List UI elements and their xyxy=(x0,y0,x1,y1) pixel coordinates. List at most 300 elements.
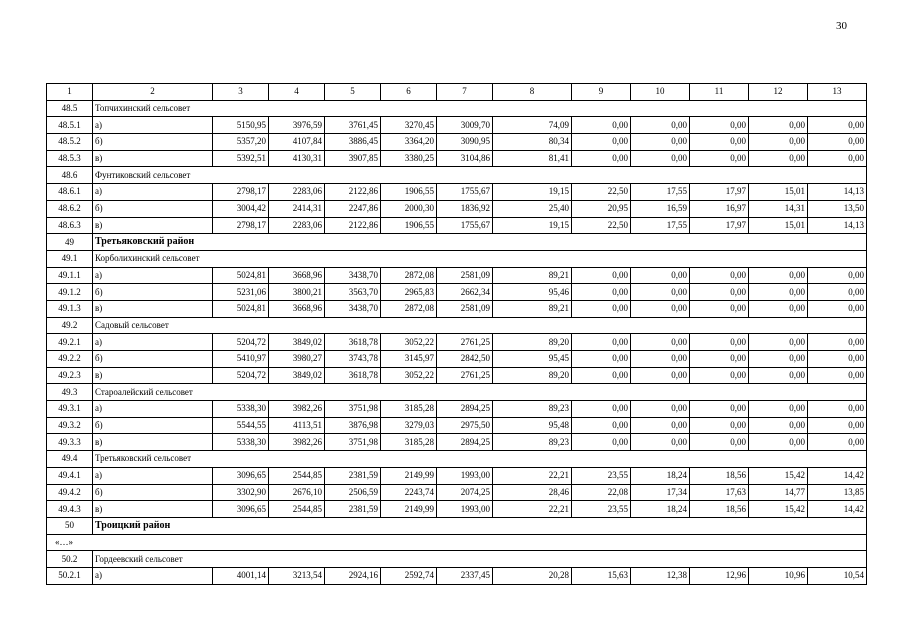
value-cell: 3800,21 xyxy=(269,284,325,301)
district-row xyxy=(47,234,867,251)
table-row xyxy=(47,150,867,167)
section-title: Корболихинский сельсовет xyxy=(93,250,867,267)
section-row xyxy=(47,317,867,334)
value-cell: 5338,30 xyxy=(213,401,269,418)
value-cell: 80,34 xyxy=(493,134,572,151)
value-cell: 0,00 xyxy=(572,150,631,167)
value-cell: 20,28 xyxy=(493,567,572,584)
value-cell: 18,24 xyxy=(631,501,690,518)
value-cell: 5544,55 xyxy=(213,417,269,434)
value-cell: 13,50 xyxy=(808,200,867,217)
row-code: 49.1.2 xyxy=(47,284,93,301)
value-cell: 2414,31 xyxy=(269,200,325,217)
value-cell: 4113,51 xyxy=(269,417,325,434)
value-cell: 0,00 xyxy=(808,434,867,451)
value-cell: 5392,51 xyxy=(213,150,269,167)
value-cell: 0,00 xyxy=(572,367,631,384)
row-code: 49.3 xyxy=(47,384,93,401)
section-row xyxy=(47,250,867,267)
value-cell: 2662,34 xyxy=(437,284,493,301)
value-cell: 0,00 xyxy=(631,150,690,167)
page-number: 30 xyxy=(836,20,847,32)
value-cell: 0,00 xyxy=(631,284,690,301)
value-cell: 3096,65 xyxy=(213,501,269,518)
value-cell: 3982,26 xyxy=(269,434,325,451)
section-row xyxy=(47,167,867,184)
value-cell: 0,00 xyxy=(690,351,749,368)
column-header: 3 xyxy=(213,84,269,101)
row-code: 49.4.1 xyxy=(47,467,93,484)
value-cell: 3886,45 xyxy=(325,134,381,151)
value-cell: 5024,81 xyxy=(213,300,269,317)
column-header: 13 xyxy=(808,84,867,101)
value-cell: 0,00 xyxy=(808,284,867,301)
value-cell: 14,13 xyxy=(808,217,867,234)
value-cell: 95,46 xyxy=(493,284,572,301)
value-cell: 3185,28 xyxy=(381,434,437,451)
row-code: 49.2.2 xyxy=(47,351,93,368)
section-row xyxy=(47,551,867,568)
column-header: 5 xyxy=(325,84,381,101)
value-cell: 74,09 xyxy=(493,117,572,134)
column-header: 11 xyxy=(690,84,749,101)
value-cell: 0,00 xyxy=(690,150,749,167)
row-label: в) xyxy=(93,150,213,167)
value-cell: 3096,65 xyxy=(213,467,269,484)
table-row xyxy=(47,367,867,384)
district-title: Троицкий район xyxy=(93,517,867,534)
row-code: 50.2.1 xyxy=(47,567,93,584)
table-row xyxy=(47,284,867,301)
value-cell: 15,42 xyxy=(749,467,808,484)
value-cell: 17,55 xyxy=(631,217,690,234)
table-row xyxy=(47,334,867,351)
row-code: 49.1 xyxy=(47,250,93,267)
value-cell: 10,96 xyxy=(749,567,808,584)
value-cell: 5150,95 xyxy=(213,117,269,134)
section-title: Гордеевский сельсовет xyxy=(93,551,867,568)
value-cell: 0,00 xyxy=(631,300,690,317)
value-cell: 89,20 xyxy=(493,334,572,351)
value-cell: 0,00 xyxy=(631,401,690,418)
table-row xyxy=(47,351,867,368)
value-cell: 2283,06 xyxy=(269,217,325,234)
value-cell: 12,96 xyxy=(690,567,749,584)
value-cell: 0,00 xyxy=(808,134,867,151)
value-cell: 3213,54 xyxy=(269,567,325,584)
value-cell: 14,42 xyxy=(808,467,867,484)
value-cell: 19,15 xyxy=(493,217,572,234)
row-label: б) xyxy=(93,134,213,151)
value-cell: 0,00 xyxy=(572,417,631,434)
value-cell: 18,24 xyxy=(631,467,690,484)
table-row xyxy=(47,184,867,201)
section-title: Фунтиковский сельсовет xyxy=(93,167,867,184)
value-cell: 0,00 xyxy=(749,267,808,284)
row-code: 48.5.3 xyxy=(47,150,93,167)
value-cell: 3302,90 xyxy=(213,484,269,501)
value-cell: 0,00 xyxy=(631,134,690,151)
row-label: б) xyxy=(93,284,213,301)
value-cell: 17,97 xyxy=(690,184,749,201)
column-header: 7 xyxy=(437,84,493,101)
value-cell: 17,34 xyxy=(631,484,690,501)
value-cell: 1906,55 xyxy=(381,217,437,234)
value-cell: 2975,50 xyxy=(437,417,493,434)
row-code: 49.3.2 xyxy=(47,417,93,434)
row-code: 49.2 xyxy=(47,317,93,334)
value-cell: 2149,99 xyxy=(381,467,437,484)
table-row xyxy=(47,134,867,151)
value-cell: 3145,97 xyxy=(381,351,437,368)
value-cell: 3751,98 xyxy=(325,434,381,451)
column-header: 9 xyxy=(572,84,631,101)
value-cell: 3849,02 xyxy=(269,334,325,351)
row-code: 49.2.3 xyxy=(47,367,93,384)
value-cell: 17,55 xyxy=(631,184,690,201)
row-label: а) xyxy=(93,117,213,134)
value-cell: 0,00 xyxy=(749,434,808,451)
value-cell: 0,00 xyxy=(690,401,749,418)
row-label: в) xyxy=(93,217,213,234)
value-cell: 0,00 xyxy=(690,367,749,384)
value-cell: 0,00 xyxy=(690,267,749,284)
value-cell: 0,00 xyxy=(572,117,631,134)
column-header: 6 xyxy=(381,84,437,101)
value-cell: 0,00 xyxy=(631,117,690,134)
row-code: 49.4 xyxy=(47,451,93,468)
value-cell: 0,00 xyxy=(631,417,690,434)
value-cell: 3279,03 xyxy=(381,417,437,434)
value-cell: 20,95 xyxy=(572,200,631,217)
value-cell: 2074,25 xyxy=(437,484,493,501)
value-cell: 1993,00 xyxy=(437,467,493,484)
value-cell: 81,41 xyxy=(493,150,572,167)
row-code: 49.4.3 xyxy=(47,501,93,518)
value-cell: 89,21 xyxy=(493,300,572,317)
value-cell: 15,01 xyxy=(749,217,808,234)
value-cell: 19,15 xyxy=(493,184,572,201)
row-code: 49.4.2 xyxy=(47,484,93,501)
value-cell: 3438,70 xyxy=(325,300,381,317)
value-cell: 5338,30 xyxy=(213,434,269,451)
value-cell: 16,97 xyxy=(690,200,749,217)
value-cell: 22,08 xyxy=(572,484,631,501)
value-cell: 2544,85 xyxy=(269,467,325,484)
column-header: 12 xyxy=(749,84,808,101)
row-code: 49.1.1 xyxy=(47,267,93,284)
value-cell: 22,50 xyxy=(572,217,631,234)
value-cell: 2122,86 xyxy=(325,184,381,201)
value-cell: 2000,30 xyxy=(381,200,437,217)
value-cell: 3982,26 xyxy=(269,401,325,418)
row-code: 48.5.1 xyxy=(47,117,93,134)
value-cell: 0,00 xyxy=(631,367,690,384)
value-cell: 0,00 xyxy=(572,401,631,418)
table-row xyxy=(47,484,867,501)
row-code: 49.1.3 xyxy=(47,300,93,317)
value-cell: 10,54 xyxy=(808,567,867,584)
value-cell: 25,40 xyxy=(493,200,572,217)
value-cell: 3668,96 xyxy=(269,300,325,317)
row-code: 48.5 xyxy=(47,100,93,117)
value-cell: 0,00 xyxy=(631,334,690,351)
value-cell: 23,55 xyxy=(572,501,631,518)
value-cell: 0,00 xyxy=(572,300,631,317)
value-cell: 1993,00 xyxy=(437,501,493,518)
value-cell: 2798,17 xyxy=(213,217,269,234)
value-cell: 2872,08 xyxy=(381,300,437,317)
row-label: в) xyxy=(93,300,213,317)
value-cell: 12,38 xyxy=(631,567,690,584)
value-cell: 2149,99 xyxy=(381,501,437,518)
row-label: б) xyxy=(93,417,213,434)
value-cell: 5231,06 xyxy=(213,284,269,301)
value-cell: 13,85 xyxy=(808,484,867,501)
value-cell: 0,00 xyxy=(690,417,749,434)
table-row xyxy=(47,117,867,134)
value-cell: 23,55 xyxy=(572,467,631,484)
district-row xyxy=(47,517,867,534)
value-cell: 22,21 xyxy=(493,501,572,518)
value-cell: 3364,20 xyxy=(381,134,437,151)
value-cell: 2544,85 xyxy=(269,501,325,518)
value-cell: 22,50 xyxy=(572,184,631,201)
section-row xyxy=(47,384,867,401)
value-cell: 2761,25 xyxy=(437,367,493,384)
value-cell: 2122,86 xyxy=(325,217,381,234)
value-cell: 2676,10 xyxy=(269,484,325,501)
row-code: 48.6.2 xyxy=(47,200,93,217)
value-cell: 3009,70 xyxy=(437,117,493,134)
column-header: 1 xyxy=(47,84,93,101)
row-label: а) xyxy=(93,567,213,584)
section-title: Садовый сельсовет xyxy=(93,317,867,334)
value-cell: 0,00 xyxy=(572,334,631,351)
value-cell: 14,42 xyxy=(808,501,867,518)
value-cell: 0,00 xyxy=(690,434,749,451)
value-cell: 0,00 xyxy=(808,117,867,134)
value-cell: 2798,17 xyxy=(213,184,269,201)
value-cell: 3618,78 xyxy=(325,367,381,384)
value-cell: 22,21 xyxy=(493,467,572,484)
value-cell: 14,77 xyxy=(749,484,808,501)
value-cell: 3743,78 xyxy=(325,351,381,368)
value-cell: 89,21 xyxy=(493,267,572,284)
row-label: а) xyxy=(93,267,213,284)
value-cell: 4107,84 xyxy=(269,134,325,151)
value-cell: 0,00 xyxy=(572,267,631,284)
value-cell: 3980,27 xyxy=(269,351,325,368)
value-cell: 0,00 xyxy=(631,434,690,451)
value-cell: 0,00 xyxy=(572,351,631,368)
value-cell: 0,00 xyxy=(572,134,631,151)
value-cell: 0,00 xyxy=(690,117,749,134)
row-code: 49 xyxy=(47,234,93,251)
value-cell: 2381,59 xyxy=(325,501,381,518)
tariff-table xyxy=(46,83,867,585)
row-label: в) xyxy=(93,434,213,451)
value-cell: 18,56 xyxy=(690,467,749,484)
value-cell: 3761,45 xyxy=(325,117,381,134)
value-cell: 0,00 xyxy=(749,367,808,384)
value-cell: 1836,92 xyxy=(437,200,493,217)
value-cell: 2894,25 xyxy=(437,401,493,418)
column-header: 2 xyxy=(93,84,213,101)
value-cell: 0,00 xyxy=(808,300,867,317)
value-cell: 95,48 xyxy=(493,417,572,434)
value-cell: 2761,25 xyxy=(437,334,493,351)
row-code: 50 xyxy=(47,517,93,534)
value-cell: 4001,14 xyxy=(213,567,269,584)
value-cell: 1755,67 xyxy=(437,184,493,201)
value-cell: 0,00 xyxy=(749,401,808,418)
row-label: в) xyxy=(93,367,213,384)
value-cell: 0,00 xyxy=(749,351,808,368)
value-cell: 0,00 xyxy=(808,150,867,167)
value-cell: 3618,78 xyxy=(325,334,381,351)
value-cell: 0,00 xyxy=(749,417,808,434)
value-cell: 5204,72 xyxy=(213,334,269,351)
value-cell: 4130,31 xyxy=(269,150,325,167)
value-cell: 2872,08 xyxy=(381,267,437,284)
value-cell: 17,97 xyxy=(690,217,749,234)
column-header: 8 xyxy=(493,84,572,101)
value-cell: 3052,22 xyxy=(381,334,437,351)
value-cell: 3438,70 xyxy=(325,267,381,284)
value-cell: 5204,72 xyxy=(213,367,269,384)
value-cell: 3052,22 xyxy=(381,367,437,384)
row-code: 49.3.1 xyxy=(47,401,93,418)
value-cell: 95,45 xyxy=(493,351,572,368)
row-code: 50.2 xyxy=(47,551,93,568)
table-row xyxy=(47,267,867,284)
section-title: Староалейский сельсовет xyxy=(93,384,867,401)
value-cell: 3270,45 xyxy=(381,117,437,134)
table-row xyxy=(47,401,867,418)
value-cell: 0,00 xyxy=(690,284,749,301)
value-cell: 14,31 xyxy=(749,200,808,217)
value-cell: 0,00 xyxy=(749,150,808,167)
section-row xyxy=(47,451,867,468)
value-cell: 3668,96 xyxy=(269,267,325,284)
row-label: а) xyxy=(93,334,213,351)
column-header: 10 xyxy=(631,84,690,101)
value-cell: 3751,98 xyxy=(325,401,381,418)
value-cell: 3090,95 xyxy=(437,134,493,151)
table-row xyxy=(47,567,867,584)
value-cell: 3907,85 xyxy=(325,150,381,167)
value-cell: 2965,83 xyxy=(381,284,437,301)
row-code: 48.5.2 xyxy=(47,134,93,151)
value-cell: 2283,06 xyxy=(269,184,325,201)
section-title: Третьяковский сельсовет xyxy=(93,451,867,468)
row-label: б) xyxy=(93,351,213,368)
table-row xyxy=(47,217,867,234)
row-label: б) xyxy=(93,484,213,501)
value-cell: 0,00 xyxy=(749,334,808,351)
value-cell: 89,23 xyxy=(493,434,572,451)
table-row xyxy=(47,300,867,317)
table-header-row xyxy=(47,84,867,101)
value-cell: 3563,70 xyxy=(325,284,381,301)
value-cell: 2842,50 xyxy=(437,351,493,368)
value-cell: 1755,67 xyxy=(437,217,493,234)
value-cell: 0,00 xyxy=(690,300,749,317)
value-cell: 0,00 xyxy=(631,351,690,368)
value-cell: 2924,16 xyxy=(325,567,381,584)
value-cell: 3185,28 xyxy=(381,401,437,418)
table-row xyxy=(47,434,867,451)
value-cell: 2581,09 xyxy=(437,267,493,284)
value-cell: 14,13 xyxy=(808,184,867,201)
value-cell: 0,00 xyxy=(690,134,749,151)
value-cell: 0,00 xyxy=(808,367,867,384)
value-cell: 0,00 xyxy=(572,434,631,451)
value-cell: 15,01 xyxy=(749,184,808,201)
row-label: а) xyxy=(93,184,213,201)
column-header: 4 xyxy=(269,84,325,101)
value-cell: 2506,59 xyxy=(325,484,381,501)
value-cell: 89,20 xyxy=(493,367,572,384)
row-code: 49.3.3 xyxy=(47,434,93,451)
section-row xyxy=(47,100,867,117)
district-title: Третьяковский район xyxy=(93,234,867,251)
value-cell: 0,00 xyxy=(572,284,631,301)
ellipsis-cell: «…» xyxy=(47,534,867,551)
value-cell: 2243,74 xyxy=(381,484,437,501)
value-cell: 89,23 xyxy=(493,401,572,418)
row-code: 48.6.1 xyxy=(47,184,93,201)
value-cell: 15,42 xyxy=(749,501,808,518)
row-label: б) xyxy=(93,200,213,217)
value-cell: 3876,98 xyxy=(325,417,381,434)
value-cell: 3104,86 xyxy=(437,150,493,167)
value-cell: 5024,81 xyxy=(213,267,269,284)
value-cell: 3380,25 xyxy=(381,150,437,167)
value-cell: 0,00 xyxy=(808,401,867,418)
row-label: а) xyxy=(93,401,213,418)
value-cell: 2247,86 xyxy=(325,200,381,217)
value-cell: 18,56 xyxy=(690,501,749,518)
value-cell: 2337,45 xyxy=(437,567,493,584)
row-code: 48.6.3 xyxy=(47,217,93,234)
value-cell: 0,00 xyxy=(749,284,808,301)
value-cell: 3849,02 xyxy=(269,367,325,384)
value-cell: 2894,25 xyxy=(437,434,493,451)
table-row xyxy=(47,417,867,434)
table-row xyxy=(47,467,867,484)
value-cell: 0,00 xyxy=(690,334,749,351)
row-code: 49.2.1 xyxy=(47,334,93,351)
value-cell: 2581,09 xyxy=(437,300,493,317)
value-cell: 0,00 xyxy=(749,117,808,134)
row-label: а) xyxy=(93,467,213,484)
ellipsis-row xyxy=(47,534,867,551)
table-row xyxy=(47,501,867,518)
value-cell: 17,63 xyxy=(690,484,749,501)
value-cell: 0,00 xyxy=(631,267,690,284)
value-cell: 1906,55 xyxy=(381,184,437,201)
section-title: Топчихинский сельсовет xyxy=(93,100,867,117)
value-cell: 0,00 xyxy=(808,267,867,284)
value-cell: 28,46 xyxy=(493,484,572,501)
value-cell: 0,00 xyxy=(808,351,867,368)
row-label: в) xyxy=(93,501,213,518)
value-cell: 0,00 xyxy=(749,300,808,317)
value-cell: 2381,59 xyxy=(325,467,381,484)
row-code: 48.6 xyxy=(47,167,93,184)
